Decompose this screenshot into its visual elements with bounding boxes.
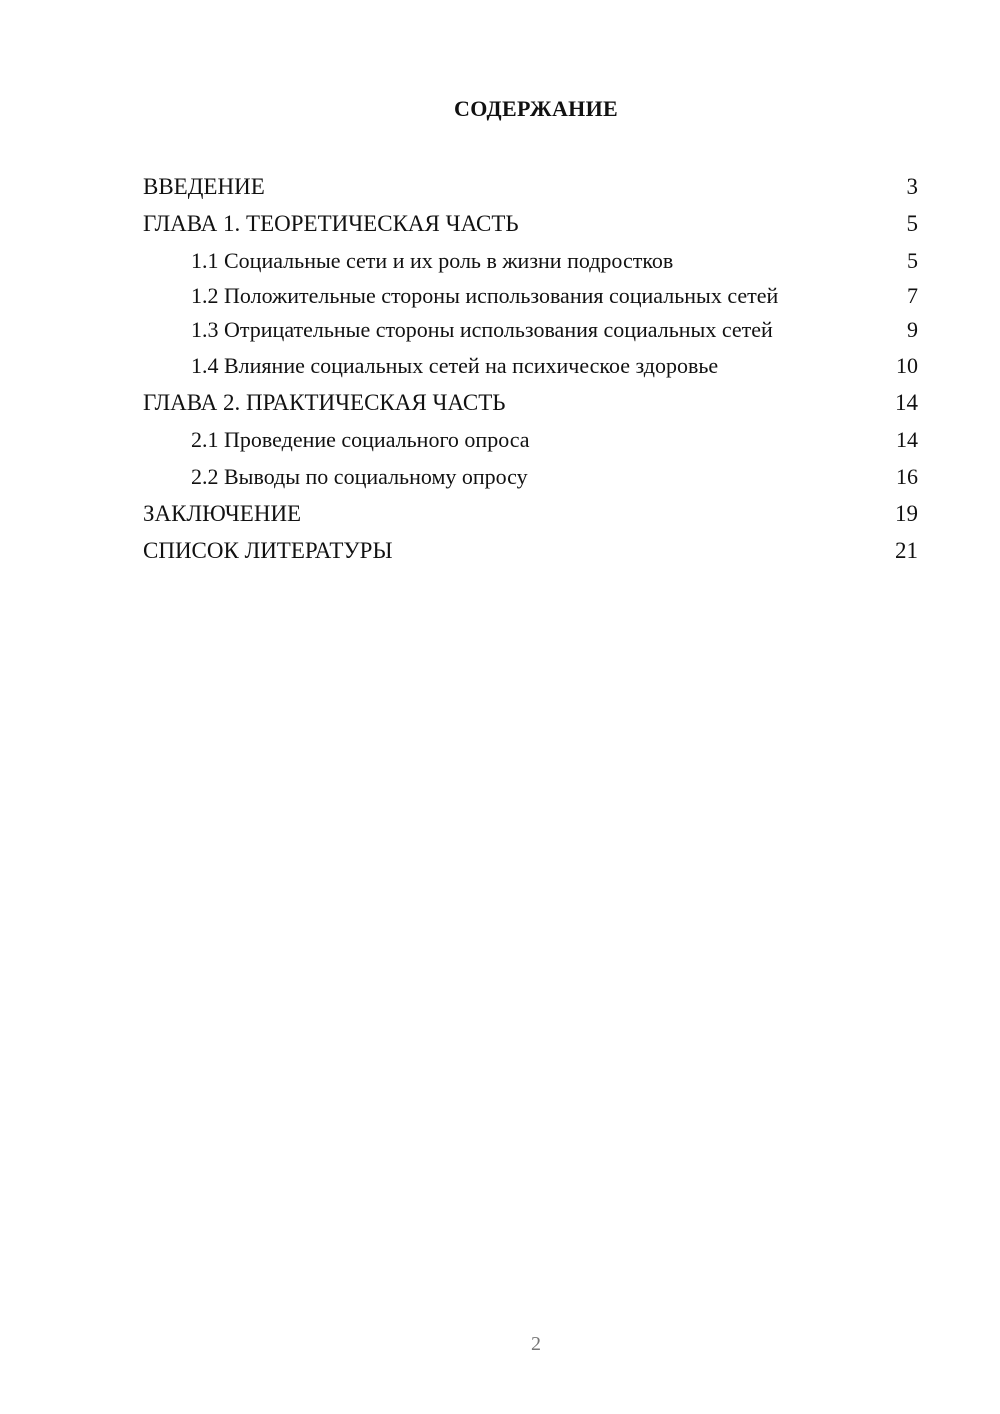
toc-entry-title: 2.2 Выводы по социальному опросу [191,463,528,489]
toc-entry-page: 7 [907,283,918,308]
page-number: 2 [531,1333,541,1355]
toc-entry-page: 10 [896,352,918,378]
toc-entry-conclusion[interactable] [143,495,918,532]
toc-entry-page: 5 [907,247,918,273]
toc-entry-title: ГЛАВА 1. ТЕОРЕТИЧЕСКАЯ ЧАСТЬ [143,210,519,236]
toc-entry-section-1-4[interactable] [143,347,918,384]
toc-entry-section-2-2[interactable] [143,458,918,495]
toc-entry-chapter-2[interactable] [143,384,918,421]
toc-entry-introduction[interactable] [143,168,918,205]
toc-entry-page: 5 [906,210,918,236]
toc-entry-title: ЗАКЛЮЧЕНИЕ [143,500,302,526]
toc-entry-page: 14 [896,426,918,452]
toc-entry-title: СПИСОК ЛИТЕРАТУРЫ [143,537,393,563]
toc-entry-chapter-1[interactable] [143,205,918,242]
toc-entry-page: 19 [895,500,918,526]
toc-entry-page: 9 [907,317,918,342]
toc-entry-bibliography[interactable] [143,532,918,569]
table-of-contents [143,168,918,569]
toc-entry-page: 14 [895,389,918,415]
toc-entry-section-1-1[interactable] [143,242,918,279]
toc-entry-section-1-3[interactable] [143,313,918,347]
toc-entry-section-1-2[interactable] [143,279,918,313]
toc-entry-title: 1.3 Отрицательные стороны использования социальных сетей [191,317,773,342]
toc-entry-page: 21 [895,537,918,563]
toc-entry-title: 1.4 Влияние социальных сетей на психическое здоровье [191,352,719,378]
toc-entry-title: ГЛАВА 2. ПРАКТИЧЕСКАЯ ЧАСТЬ [143,389,506,415]
toc-entry-page: 16 [896,463,918,489]
toc-entry-title: ВВЕДЕНИЕ [143,173,265,199]
toc-entry-title: 1.2 Положительные стороны использования социальных сетей [191,283,779,308]
toc-entry-title: 1.1 Социальные сети и их роль в жизни подростков [191,247,674,273]
toc-entry-section-2-1[interactable] [143,421,918,458]
page-title: СОДЕРЖАНИЕ [454,96,618,121]
toc-entry-page: 3 [906,173,918,199]
toc-entry-title: 2.1 Проведение социального опроса [191,426,530,452]
